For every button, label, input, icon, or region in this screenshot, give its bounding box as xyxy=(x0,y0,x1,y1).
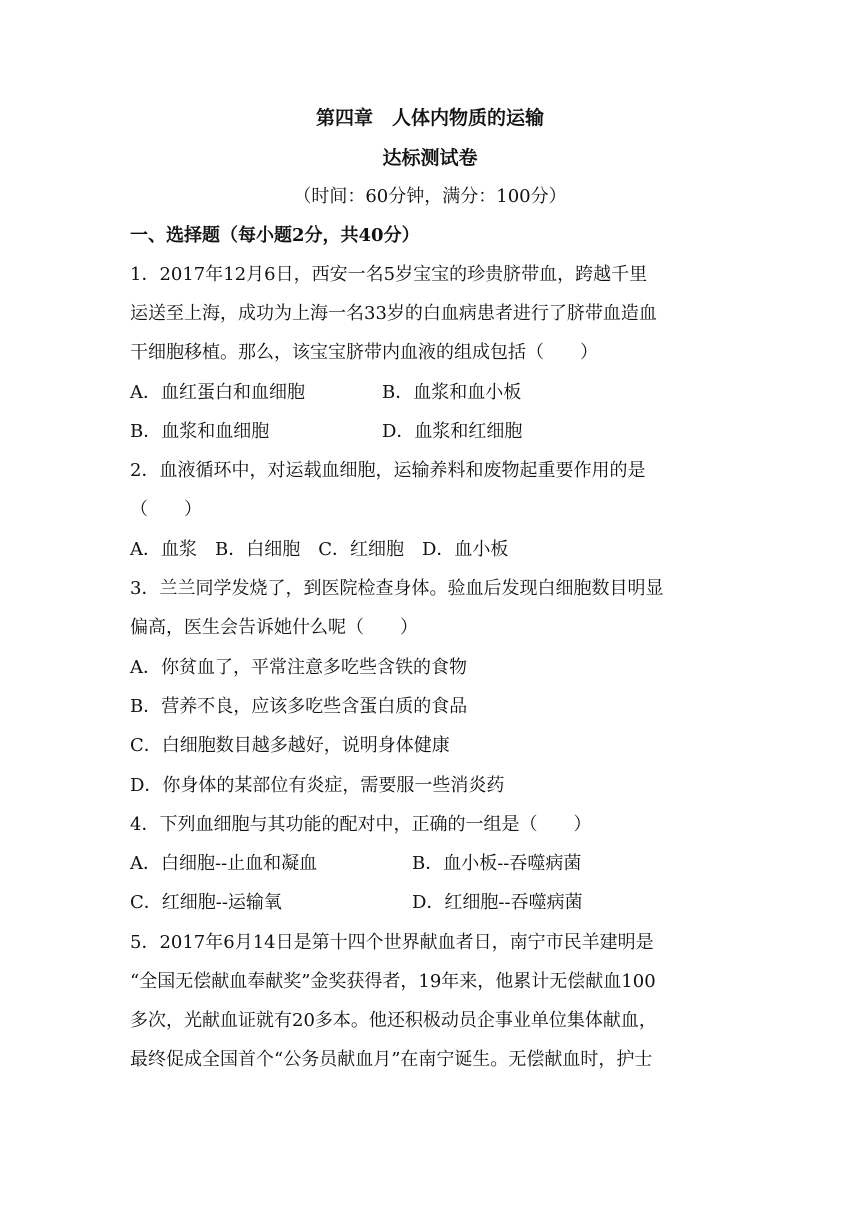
q5-line-4: 最终促成全国首个“公务员献血月”在南宁诞生。无偿献血时，护士 xyxy=(130,1049,653,1070)
q3-option-a: A．你贫血了，平常注意多吃些含铁的食物 xyxy=(130,657,467,678)
test-subtitle: 达标测试卷 xyxy=(382,147,478,169)
q4-options-row-2 xyxy=(130,891,740,915)
q3-line-1: 3．兰兰同学发烧了，到医院检查身体。验血后发现白细胞数目明显 xyxy=(130,578,664,599)
q1-option-b: B．血浆和血小板 xyxy=(382,382,522,403)
q4-options-row-1 xyxy=(130,852,740,876)
q4-option-a: A．白细胞--止血和凝血 xyxy=(130,853,318,874)
q1-options-row-2 xyxy=(130,420,740,444)
q1-line-3: 干细胞移植。那么，该宝宝脐带内血液的组成包括（ ） xyxy=(130,342,598,363)
q3-option-b: B．营养不良，应该多吃些含蛋白质的食品 xyxy=(130,696,468,717)
chapter-title: 第四章 人体内物质的运输 xyxy=(315,107,544,129)
q3-option-c: C．白细胞数目越多越好，说明身体健康 xyxy=(130,735,450,756)
q4-option-b: B．血小板--吞噬病菌 xyxy=(412,853,582,874)
q5-line-2: “全国无偿献血奉献奖”金奖获得者，19年来，他累计无偿献血100 xyxy=(130,971,656,992)
q1-line-2: 运送至上海，成功为上海一名33岁的白血病患者进行了脐带血造血 xyxy=(130,303,657,324)
q4-option-d: D．红细胞--吞噬病菌 xyxy=(412,892,583,913)
q1-option-d: D．血浆和红细胞 xyxy=(382,421,523,442)
q2-line-2: （ ） xyxy=(130,499,202,520)
q1-option-a: A．血红蛋白和血细胞 xyxy=(130,382,305,403)
q5-line-3: 多次，光献血证就有20多本。他还积极动员企事业单位集体献血， xyxy=(130,1010,657,1031)
q3-line-2: 偏高，医生会告诉她什么呢（ ） xyxy=(130,617,418,638)
q1-options-row-1 xyxy=(130,381,740,405)
q2-options: A．血浆 B．白细胞 C．红细胞 D．血小板 xyxy=(130,539,509,560)
q2-line-1: 2．血液循环中，对运载血细胞，运输养料和废物起重要作用的是 xyxy=(130,460,646,481)
section-heading: 一、选择题（每小题2分，共40分） xyxy=(130,225,420,246)
q1-line-1: 1．2017年12月6日，西安一名5岁宝宝的珍贵脐带血，跨越千里 xyxy=(130,264,648,285)
q3-option-d: D．你身体的某部位有炎症，需要服一些消炎药 xyxy=(130,775,505,796)
test-info: （时间：60分钟，满分：100分） xyxy=(293,186,567,207)
q4-line-1: 4．下列血细胞与其功能的配对中，正确的一组是（ ） xyxy=(130,814,592,835)
q4-option-c: C．红细胞--运输氧 xyxy=(130,892,282,913)
q1-option-c: B．血浆和血细胞 xyxy=(130,421,270,442)
q5-line-1: 5．2017年6月14日是第十四个世界献血者日，南宁市民羊建明是 xyxy=(130,932,654,953)
